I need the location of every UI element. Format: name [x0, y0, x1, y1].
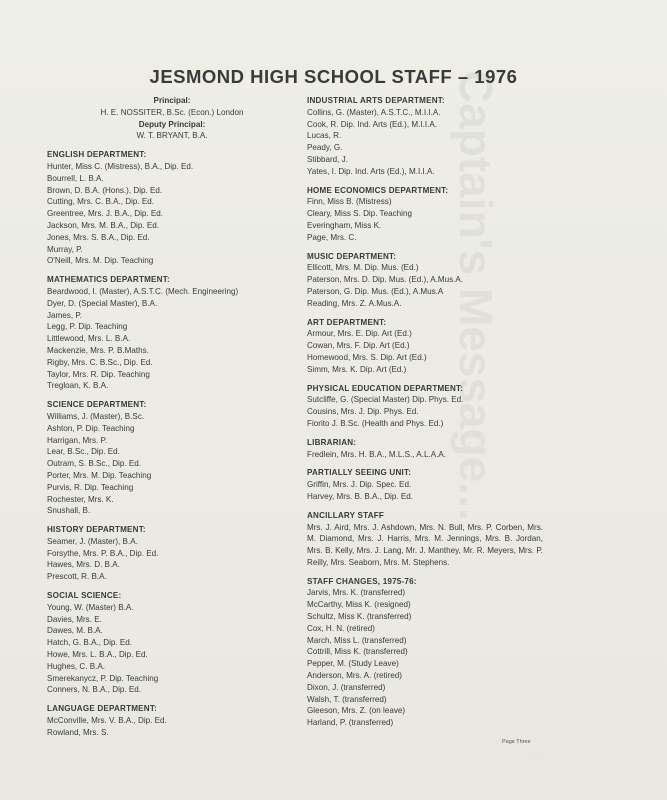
staff-entry: Cousins, Mrs. J. Dip. Phys. Ed.: [307, 407, 419, 417]
staff-entry: Porter, Mrs. M. Dip. Teaching: [47, 470, 152, 480]
staff-entry: Schultz, Miss K. (transferred): [307, 612, 412, 622]
staff-entry: Conners, N. B.A., Dip. Ed.: [47, 685, 142, 695]
staff-entry: O'Neill, Mrs. M. Dip. Teaching: [47, 256, 154, 266]
staff-entry: Jackson, Mrs. M. B.A., Dip. Ed.: [47, 220, 159, 230]
deputy-principal-label: Deputy Principal:: [138, 119, 206, 129]
section-heading: HISTORY DEPARTMENT:: [47, 525, 146, 535]
section-heading: SCIENCE DEPARTMENT:: [47, 400, 147, 410]
staff-entry: Davies, Mrs. E.: [47, 614, 102, 624]
staff-entry: Hughes, C. B.A.: [47, 661, 106, 671]
printing-specks: · ·: [530, 757, 538, 763]
staff-entry: Collins, G. (Master), A.S.T.C., M.I.I.A.: [307, 107, 441, 117]
staff-entry: Sutcliffe, G. (Special Master) Dip. Phys. Ed.: [307, 395, 464, 405]
staff-entry: Purvis, R. Dip. Teaching: [47, 482, 134, 492]
staff-entry: Walsh, T. (transferred): [307, 694, 387, 704]
principal-label: Principal:: [153, 96, 191, 105]
staff-entry: Armour, Mrs. E. Dip. Art (Ed.): [307, 329, 412, 339]
staff-entry: Brown, D. B.A. (Hons.), Dip. Ed.: [47, 185, 163, 195]
staff-entry: Hawes, Mrs. D. B.A.: [47, 560, 120, 570]
staff-entry: Cottrill, Miss K. (transferred): [307, 647, 408, 657]
page-number: Page Three: [502, 739, 531, 745]
staff-entry: Hunter, Miss C. (Mistress), B.A., Dip. Ed.: [47, 161, 194, 171]
staff-entry: Outram, S. B.Sc., Dip. Ed.: [47, 459, 142, 469]
staff-entry: Young, W. (Master) B.A.: [47, 602, 134, 612]
staff-entry: Hatch, G. B.A., Dip. Ed.: [47, 638, 133, 648]
staff-entry: Anderson, Mrs. A. (retired): [307, 671, 402, 681]
staff-entry: Littlewood, Mrs. L. B.A.: [47, 334, 131, 344]
staff-entry: Ashton, P. Dip. Teaching: [47, 423, 135, 433]
deputy-principal-name: W. T. BRYANT, B.A.: [136, 131, 208, 141]
staff-entry: Murray, P.: [47, 244, 83, 254]
staff-entry: Paterson, G. Dip. Mus. (Ed.), A.Mus.A: [307, 286, 444, 296]
section-heading: PHYSICAL EDUCATION DEPARTMENT:: [307, 383, 464, 393]
staff-entry: Jarvis, Mrs. K. (transferred): [307, 588, 406, 598]
staff-entry: Bourrell, L. B.A.: [47, 173, 104, 183]
staff-entry: Dyer, D. (Special Master), B.A.: [47, 298, 158, 308]
section-heading: ANCILLARY STAFF: [307, 510, 385, 520]
staff-entry: Prescott, R. B.A.: [47, 572, 107, 582]
right-column: [307, 95, 607, 729]
staff-entry: Rochester, Mrs. K.: [47, 494, 114, 504]
staff-entry: Cook, R. Dip. Ind. Arts (Ed.), M.I.I.A.: [307, 119, 437, 129]
section-heading: HOME ECONOMICS DEPARTMENT:: [307, 185, 449, 195]
staff-entry: Yates, I. Dip. Ind. Arts (Ed.), M.I.I.A.: [307, 166, 435, 176]
staff-entry: Everingham, Miss K.: [307, 220, 382, 230]
staff-entry: Mackenzie, Mrs. P. B.Maths.: [47, 345, 149, 355]
staff-entry: Cutting, Mrs. C. B.A., Dip. Ed.: [47, 197, 155, 207]
staff-entry: Williams, J. (Master), B.Sc.: [47, 411, 145, 421]
staff-entry: Cox, H. N. (retired): [307, 623, 375, 633]
section-heading: STAFF CHANGES, 1975-76:: [307, 576, 417, 586]
section-heading: MATHEMATICS DEPARTMENT:: [47, 275, 170, 285]
staff-entry: Finn, Miss B. (Mistress): [307, 197, 392, 207]
staff-entry: Homewood, Mrs. S. Dip. Art (Ed.): [307, 352, 427, 362]
staff-entry: March, Miss L. (transferred): [307, 635, 407, 645]
staff-entry: McConville, Mrs. V. B.A., Dip. Ed.: [47, 716, 167, 726]
staff-entry: Lear, B.Sc., Dip. Ed.: [47, 447, 120, 457]
staff-entry: Greentree, Mrs. J. B.A., Dip. Ed.: [47, 209, 164, 219]
staff-entry: James, P.: [47, 310, 82, 320]
staff-entry: Smerekanycz, P. Dip. Teaching: [47, 673, 159, 683]
principal-name: H. E. NOSSITER, B.Sc. (Econ.) London: [100, 107, 244, 117]
staff-entry: Stibbard, J.: [307, 154, 348, 164]
section-heading: LANGUAGE DEPARTMENT:: [47, 704, 157, 714]
section-heading: LIBRARIAN:: [307, 437, 357, 447]
principal-block: [47, 95, 297, 142]
staff-entry: Griffin, Mrs. J. Dip. Spec. Ed.: [307, 480, 412, 490]
staff-entry: Simm, Mrs. K. Dip. Art (Ed.): [307, 364, 407, 374]
section-heading: PARTIALLY SEEING UNIT:: [307, 468, 412, 478]
staff-entry: Howe, Mrs. L. B.A., Dip. Ed.: [47, 650, 148, 660]
section-heading: ENGLISH DEPARTMENT:: [47, 150, 147, 160]
show-through-text: Captain's Message...: [450, 70, 502, 521]
staff-entry: Legg, P. Dip. Teaching: [47, 322, 128, 332]
staff-entry: Seamer, J. (Master), B.A.: [47, 536, 138, 546]
staff-entry: Tregloan, K. B.A.: [47, 381, 109, 391]
staff-entry: Rowland, Mrs. S.: [47, 727, 109, 737]
staff-entry: Harvey, Mrs. B. B.A., Dip. Ed.: [307, 491, 413, 501]
staff-entry: Forsythe, Mrs. P. B.A., Dip. Ed.: [47, 548, 159, 558]
staff-entry: Jones, Mrs. S. B.A., Dip. Ed.: [47, 232, 150, 242]
right-sections: [307, 95, 607, 729]
section-heading: MUSIC DEPARTMENT:: [307, 251, 397, 261]
section-heading: SOCIAL SCIENCE:: [47, 591, 122, 601]
staff-entry: Taylor, Mrs. R. Dip. Teaching: [47, 369, 150, 379]
section-heading: INDUSTRIAL ARTS DEPARTMENT:: [307, 96, 445, 105]
staff-entry: Dixon, J. (transferred): [307, 682, 386, 692]
left-column: [47, 95, 312, 739]
staff-entry: McCarthy, Miss K. (resigned): [307, 600, 411, 610]
staff-entry: Cleary, Miss S. Dip. Teaching: [307, 209, 412, 219]
staff-entry: Reading, Mrs. Z. A.Mus.A.: [307, 298, 402, 308]
staff-entry: Lucas, R.: [307, 131, 342, 141]
staff-entry: Gleeson, Mrs. Z. (on leave): [307, 706, 406, 716]
left-sections: [47, 149, 312, 738]
staff-entry: Harland, P. (transferred): [307, 718, 394, 728]
staff-entry: Ellicott, Mrs. M. Dip. Mus. (Ed.): [307, 263, 419, 273]
staff-entry: Beardwood, I. (Master), A.S.T.C. (Mech. Engineering): [47, 286, 239, 296]
staff-entry: Snushall, B.: [47, 506, 91, 516]
staff-entry: Page, Mrs. C.: [307, 232, 357, 242]
staff-entry: Dawes, M. B.A.: [47, 626, 103, 636]
staff-paragraph: Mrs. J. Aird, Mrs. J. Ashdown, Mrs. N. Bull, Mrs. P. Corben, Mrs. M. Diamond, Mrs. J. Harris, Mrs. M. Jennings, Mrs. B. Jordan, Mrs. B. Kelly, Mrs. J. Lang, Mr. J. Manthey, Mr. R. Meyers, Mrs. P. Reilly, Mrs. Seaborn, Mrs. M. Stephens.: [307, 522, 543, 567]
staff-entry: Cowan, Mrs. F. Dip. Art (Ed.): [307, 341, 410, 351]
staff-entry: Paterson, Mrs. D. Dip. Mus. (Ed.), A.Mus.A.: [307, 275, 464, 285]
staff-entry: Harrigan, Mrs. P.: [47, 435, 108, 445]
staff-entry: Rigby, Mrs. C. B.Sc., Dip. Ed.: [47, 357, 153, 367]
staff-entry: Peady, G.: [307, 143, 343, 153]
page-title: JESMOND HIGH SCHOOL STAFF – 1976: [149, 66, 518, 87]
staff-entry: Fiorito J. B.Sc. (Health and Phys. Ed.): [307, 418, 444, 428]
staff-entry: Fredlein, Mrs. H. B.A., M.L.S., A.L.A.A.: [307, 449, 446, 459]
section-heading: ART DEPARTMENT:: [307, 317, 387, 327]
staff-entry: Pepper, M. (Study Leave): [307, 659, 399, 669]
